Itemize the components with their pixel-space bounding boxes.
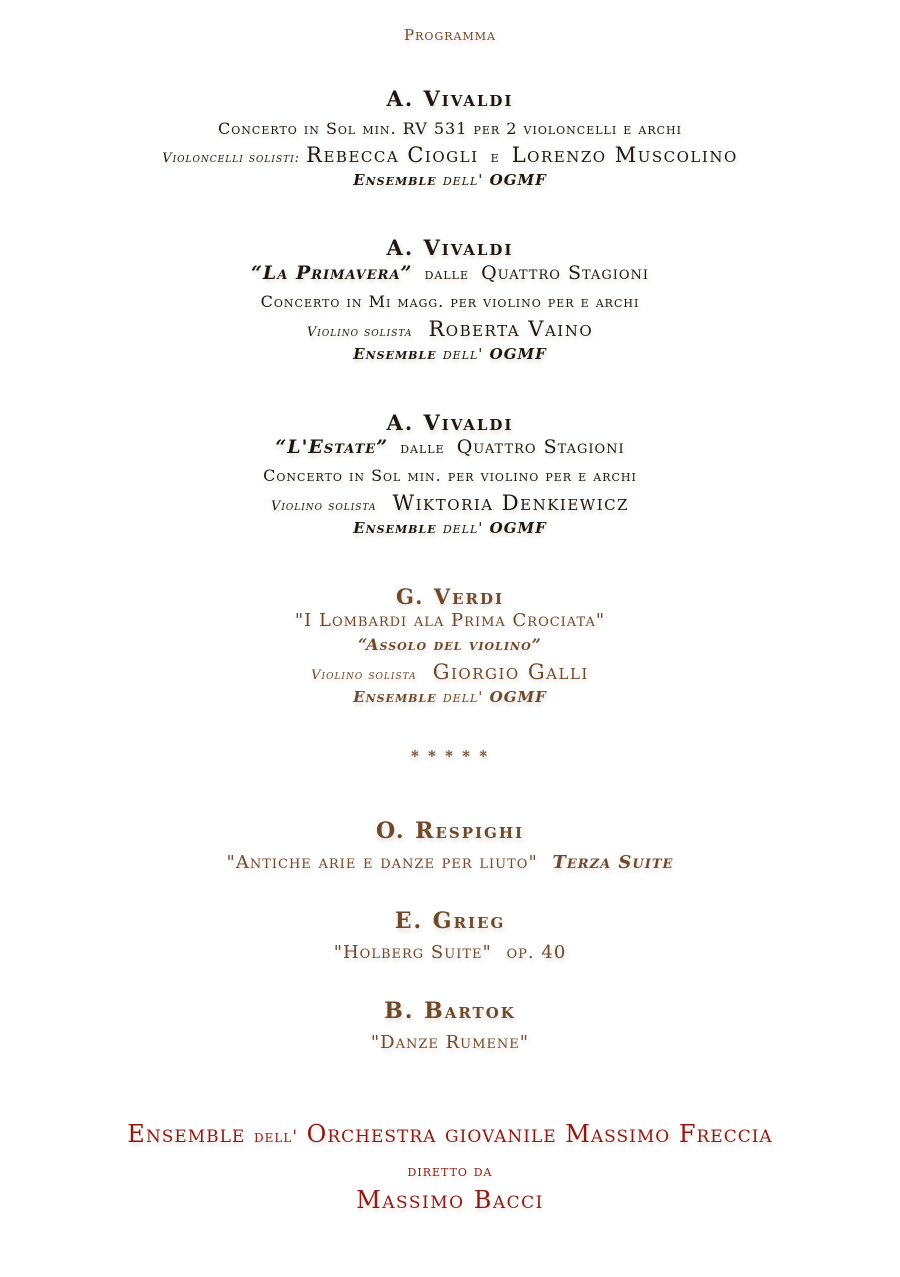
- work-line: [0, 942, 900, 963]
- footer-ensemble-of: dell': [254, 1127, 298, 1147]
- composer-name: A. Vivaldi: [386, 235, 514, 260]
- work-extra: op. 40: [506, 942, 567, 963]
- work-title-suffix: Quattro Stagioni: [481, 262, 650, 284]
- ensemble-word: Ensemble: [353, 688, 437, 706]
- ensemble-footer: [0, 1120, 900, 1148]
- composer-name: G. Verdi: [395, 584, 505, 609]
- ensemble-of: dell': [442, 171, 484, 189]
- work-title: “La Primavera”: [250, 262, 413, 284]
- soloist-conjunction: e: [490, 147, 500, 166]
- ensemble-line: [0, 345, 900, 363]
- work-title-suffix: Quattro Stagioni: [456, 436, 625, 458]
- program-heading: Programma: [404, 26, 496, 44]
- work-line: [0, 852, 900, 873]
- section-separator: * * * * *: [410, 747, 490, 765]
- conductor-name: Massimo Bacci: [356, 1186, 544, 1214]
- ensemble-word: Ensemble: [353, 519, 437, 537]
- ensemble-of: dell': [442, 519, 484, 537]
- work-description: Concerto in Sol min. RV 531 per 2 violoncelli e archi: [218, 119, 682, 138]
- soloist-line: [0, 660, 900, 684]
- soloists-line: [0, 143, 900, 167]
- work-description: Concerto in Mi magg. per violino per e archi: [260, 292, 640, 311]
- ensemble-acronym: OGMF: [489, 519, 547, 537]
- work-title: "Holberg Suite": [333, 942, 492, 963]
- soloist-line: [0, 491, 900, 515]
- soloist-line: [0, 317, 900, 341]
- soloist-name: Giorgio Galli: [432, 660, 589, 684]
- work-title-line: [0, 436, 900, 458]
- soloist-label: Violoncelli solisti:: [162, 151, 301, 166]
- work-title-line: [0, 262, 900, 284]
- composer-name: O. Respighi: [375, 818, 525, 844]
- composer-name: A. Vivaldi: [386, 86, 514, 111]
- composer-name: B. Bartok: [384, 998, 516, 1024]
- ensemble-line: [0, 171, 900, 189]
- work-extra: Terza Suite: [552, 852, 674, 873]
- work-title-join: dalle: [400, 438, 445, 457]
- ensemble-acronym: OGMF: [489, 171, 547, 189]
- work-title: "I Lombardi ala Prima Crociata": [294, 610, 606, 631]
- composer-name: E. Grieg: [394, 908, 506, 934]
- soloist-label: Violino solista: [270, 499, 377, 514]
- soloist-label: Violino solista: [306, 325, 413, 340]
- ensemble-of: dell': [442, 345, 484, 363]
- work-title: “L'Estate”: [275, 436, 389, 458]
- ensemble-word: Ensemble: [353, 345, 437, 363]
- work-title-join: dalle: [424, 264, 469, 283]
- ensemble-acronym: OGMF: [489, 688, 547, 706]
- work-title: "Antiche arie e danze per liuto": [226, 852, 538, 873]
- ensemble-of: dell': [442, 688, 484, 706]
- soloist-name: Rebecca Ciogli: [306, 143, 479, 167]
- soloist-name: Wiktoria Denkiewicz: [392, 491, 630, 515]
- soloist-name: Roberta Vaino: [428, 317, 594, 341]
- soloist-label: Violino solista: [311, 668, 417, 683]
- work-description: Concerto in Sol min. per violino per e archi: [263, 466, 637, 485]
- footer-orchestra-name: Orchestra giovanile Massimo Freccia: [306, 1120, 773, 1148]
- ensemble-line: [0, 519, 900, 537]
- work-title: "Danze Rumene": [370, 1032, 530, 1053]
- soloist-name: Lorenzo Muscolino: [511, 143, 738, 167]
- footer-ensemble-word: Ensemble: [127, 1120, 246, 1148]
- composer-name: A. Vivaldi: [386, 410, 514, 435]
- directed-by-label: diretto da: [407, 1162, 493, 1180]
- ensemble-line: [0, 688, 900, 706]
- work-subtitle: “Assolo del violino”: [358, 635, 542, 654]
- ensemble-acronym: OGMF: [489, 345, 547, 363]
- ensemble-word: Ensemble: [353, 171, 437, 189]
